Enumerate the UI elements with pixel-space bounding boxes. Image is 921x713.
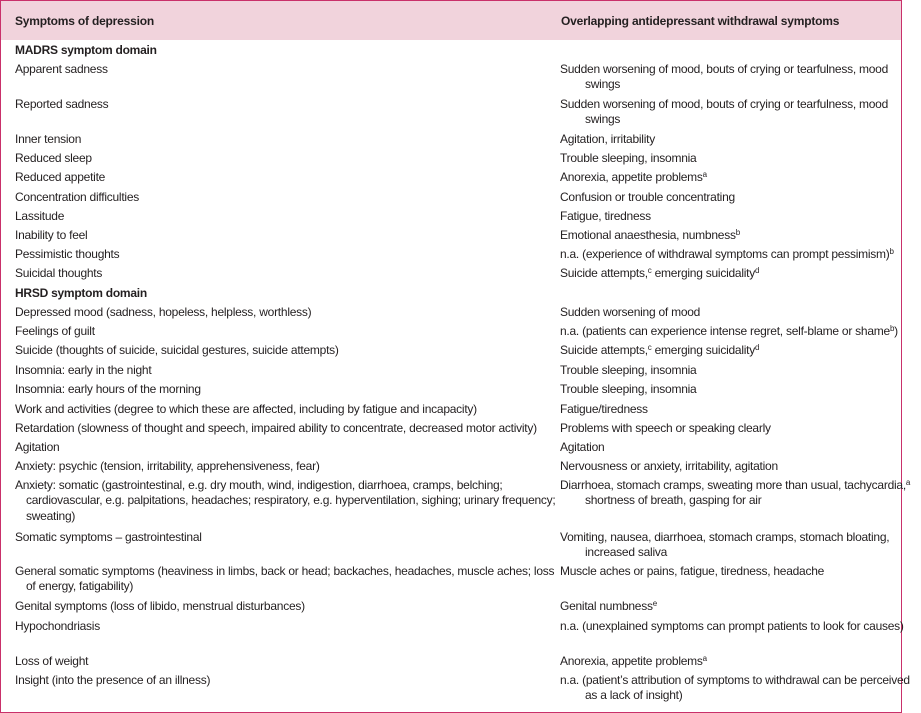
withdrawal-symptom-cell: [560, 402, 921, 417]
footnote-marker: a: [905, 478, 911, 487]
withdrawal-symptom-text: Vomiting, nausea, diarrhoea, stomach cramps, stomach bloating, increased saliva: [560, 530, 890, 560]
withdrawal-symptom-cell: [560, 654, 921, 669]
withdrawal-symptom-cell: [560, 62, 921, 93]
withdrawal-symptom-text: n.a. (unexplained symptoms can prompt patients to look for causes): [560, 619, 904, 633]
withdrawal-symptom-cell: [560, 228, 921, 243]
footnote-marker: d: [755, 266, 760, 275]
depression-symptom-text: Lassitude: [15, 209, 65, 223]
depression-symptom-cell: [15, 421, 566, 436]
depression-symptom-cell: [15, 440, 566, 455]
depression-symptom-cell: [15, 459, 566, 474]
depression-symptom-cell: [15, 228, 566, 243]
depression-symptom-cell: [15, 343, 566, 358]
depression-symptom-cell: [15, 599, 566, 614]
withdrawal-symptom-cell: [560, 459, 921, 474]
depression-symptom-text: Inability to feel: [15, 228, 88, 242]
depression-symptom-cell: [15, 247, 566, 262]
withdrawal-symptom-text: Fatigue/tiredness: [560, 402, 648, 416]
depression-symptom-text: Agitation: [15, 440, 60, 454]
footnote-marker: d: [755, 343, 760, 352]
depression-symptom-cell: [15, 619, 566, 634]
depression-symptom-text: MADRS symptom domain: [15, 43, 157, 57]
depression-symptom-cell: [15, 564, 566, 595]
footnote-marker: a: [702, 170, 707, 179]
footnote-marker: b: [735, 228, 740, 237]
footnote-marker: a: [702, 654, 707, 663]
depression-symptom-text: Somatic symptoms – gastrointestinal: [15, 530, 202, 544]
depression-symptom-text: Hypochondriasis: [15, 619, 100, 633]
depression-symptom-cell: [15, 266, 566, 281]
withdrawal-symptom-text: Anorexia, appetite problems: [560, 170, 703, 184]
withdrawal-symptom-cell: [560, 619, 921, 634]
footnote-marker: b: [889, 324, 895, 333]
depression-symptom-text: Reduced appetite: [15, 170, 106, 184]
withdrawal-symptom-cell: [560, 343, 921, 358]
withdrawal-symptom-cell: [560, 440, 921, 455]
withdrawal-symptom-text: Sudden worsening of mood, bouts of crying or tearfulness, mood swings: [560, 97, 889, 127]
withdrawal-symptom-text: Agitation: [560, 440, 605, 454]
footnote-marker: c: [647, 266, 652, 275]
withdrawal-symptom-text: shortness of breath, gasping for air: [585, 493, 762, 508]
depression-symptom-text: Anxiety: psychic (tension, irritability, apprehensiveness, fear): [15, 459, 320, 473]
depression-symptom-text: HRSD symptom domain: [15, 286, 147, 300]
depression-symptom-cell: [15, 170, 566, 185]
footnote-marker: b: [889, 247, 894, 256]
depression-symptom-cell: [15, 62, 566, 77]
depression-symptom-cell: [15, 363, 566, 378]
withdrawal-symptom-text: Muscle aches or pains, fatigue, tiredness, headache: [560, 564, 825, 578]
depression-symptom-text: Reported sadness: [15, 97, 109, 111]
depression-symptom-text: Genital symptoms (loss of libido, menstrual disturbances): [15, 599, 305, 613]
depression-symptom-text: Concentration difficulties: [15, 190, 140, 204]
withdrawal-symptom-cell: [560, 564, 921, 579]
withdrawal-symptom-cell: [560, 382, 921, 397]
withdrawal-symptom-text: ): [894, 324, 898, 338]
withdrawal-symptom-text: Suicide attempts,: [560, 343, 648, 357]
withdrawal-symptom-cell: [560, 247, 921, 262]
withdrawal-symptom-text: Trouble sleeping, insomnia: [560, 151, 697, 165]
withdrawal-symptom-text: n.a. (experience of withdrawal symptoms can prompt pessimism): [560, 247, 890, 261]
depression-symptom-text: Pessimistic thoughts: [15, 247, 120, 261]
withdrawal-symptom-cell: [560, 363, 921, 378]
withdrawal-symptom-text: Genital numbness: [560, 599, 653, 613]
column-header-symptoms: Symptoms of depression: [15, 14, 154, 28]
withdrawal-symptom-text: Anorexia, appetite problems: [560, 654, 703, 668]
depression-symptom-text: Suicide (thoughts of suicide, suicidal gestures, suicide attempts): [15, 343, 339, 357]
depression-symptom-text: Insomnia: early in the night: [15, 363, 152, 377]
withdrawal-symptom-cell: [560, 421, 921, 436]
withdrawal-symptom-cell: [560, 170, 921, 185]
footnote-marker: e: [652, 599, 657, 608]
depression-symptom-text: Anxiety: somatic (gastrointestinal, e.g. dry mouth, wind, indigestion, diarrhoea, cramps, belching; cardiovascular, e.g. palpitations, headaches; respiratory, e.g. hyperventilation, sighing; urinary frequency; sweating): [15, 478, 556, 523]
depression-symptom-text: Insomnia: early hours of the morning: [15, 382, 201, 396]
depression-symptom-text: Insight (into the presence of an illness): [15, 673, 211, 687]
depression-symptom-cell: [15, 305, 566, 320]
withdrawal-symptom-cell: [560, 190, 921, 205]
depression-symptom-cell: [15, 324, 566, 339]
depression-symptom-text: General somatic symptoms (heaviness in limbs, back or head; backaches, headaches, muscle aches; loss of energy, fatigability): [15, 564, 555, 594]
withdrawal-symptom-text: Sudden worsening of mood, bouts of crying or tearfulness, mood swings: [560, 62, 889, 92]
column-header-withdrawal: Overlapping antidepressant withdrawal symptoms: [561, 14, 840, 28]
withdrawal-symptom-text: Sudden worsening of mood: [560, 305, 701, 319]
withdrawal-symptom-cell: [560, 673, 921, 704]
withdrawal-symptom-text: Emotional anaesthesia, numbness: [560, 228, 736, 242]
depression-symptom-cell: [15, 190, 566, 205]
depression-symptom-text: Depressed mood (sadness, hopeless, helpless, worthless): [15, 305, 312, 319]
depression-symptom-text: Inner tension: [15, 132, 82, 146]
depression-symptom-cell: [15, 673, 566, 688]
depression-symptom-text: Apparent sadness: [15, 62, 108, 76]
withdrawal-symptom-text: Fatigue, tiredness: [560, 209, 651, 223]
withdrawal-symptom-cell: [560, 209, 921, 224]
withdrawal-symptom-cell: [560, 530, 921, 561]
depression-symptom-cell: [15, 382, 566, 397]
withdrawal-symptom-cell: [560, 599, 921, 614]
withdrawal-symptom-cell: [560, 132, 921, 147]
withdrawal-symptom-text: Diarrhoea, stomach cramps, sweating more than usual, tachycardia,: [560, 478, 906, 492]
depression-symptom-cell: [15, 151, 566, 166]
withdrawal-symptom-cell: [560, 151, 921, 166]
withdrawal-symptom-text: emerging suicidality: [651, 343, 756, 357]
depression-symptom-cell: [15, 478, 566, 524]
withdrawal-symptom-text: n.a. (patient’s attribution of symptoms to withdrawal can be perceived as a lack of insight): [560, 673, 910, 703]
depression-symptom-text: Reduced sleep: [15, 151, 92, 165]
section-heading: [15, 43, 555, 58]
withdrawal-symptom-text: n.a. (patients can experience intense regret, self-blame or shame: [560, 324, 890, 338]
withdrawal-symptom-text: Trouble sleeping, insomnia: [560, 382, 697, 396]
section-heading: [15, 286, 555, 301]
depression-symptom-text: Loss of weight: [15, 654, 89, 668]
depression-symptom-text: Feelings of guilt: [15, 324, 95, 338]
withdrawal-symptom-text: Problems with speech or speaking clearly: [560, 421, 771, 435]
withdrawal-symptom-text: Agitation, irritability: [560, 132, 655, 146]
depression-symptom-cell: [15, 654, 566, 669]
withdrawal-symptom-cell: [560, 478, 921, 509]
table-header: [1, 0, 901, 40]
withdrawal-symptom-text: emerging suicidality: [651, 266, 756, 280]
withdrawal-symptom-text: Suicide attempts,: [560, 266, 648, 280]
depression-symptom-text: Suicidal thoughts: [15, 266, 103, 280]
withdrawal-symptom-text: Nervousness or anxiety, irritability, agitation: [560, 459, 778, 473]
depression-symptom-cell: [15, 530, 566, 545]
depression-symptom-cell: [15, 209, 566, 224]
withdrawal-symptom-text: Confusion or trouble concentrating: [560, 190, 735, 204]
depression-symptom-cell: [15, 402, 566, 417]
withdrawal-symptom-cell: [560, 97, 921, 128]
footnote-marker: c: [647, 343, 652, 352]
withdrawal-symptom-cell: [560, 324, 921, 339]
depression-symptom-text: Work and activities (degree to which these are affected, including by fatigue and incapacity): [15, 402, 477, 416]
withdrawal-symptom-cell: [560, 305, 921, 320]
withdrawal-symptom-text: Trouble sleeping, insomnia: [560, 363, 697, 377]
depression-symptom-text: Retardation (slowness of thought and speech, impaired ability to concentrate, decreased motor activity): [15, 421, 537, 435]
withdrawal-symptom-cell: [560, 266, 921, 281]
depression-symptom-cell: [15, 97, 566, 112]
depression-symptom-cell: [15, 132, 566, 147]
